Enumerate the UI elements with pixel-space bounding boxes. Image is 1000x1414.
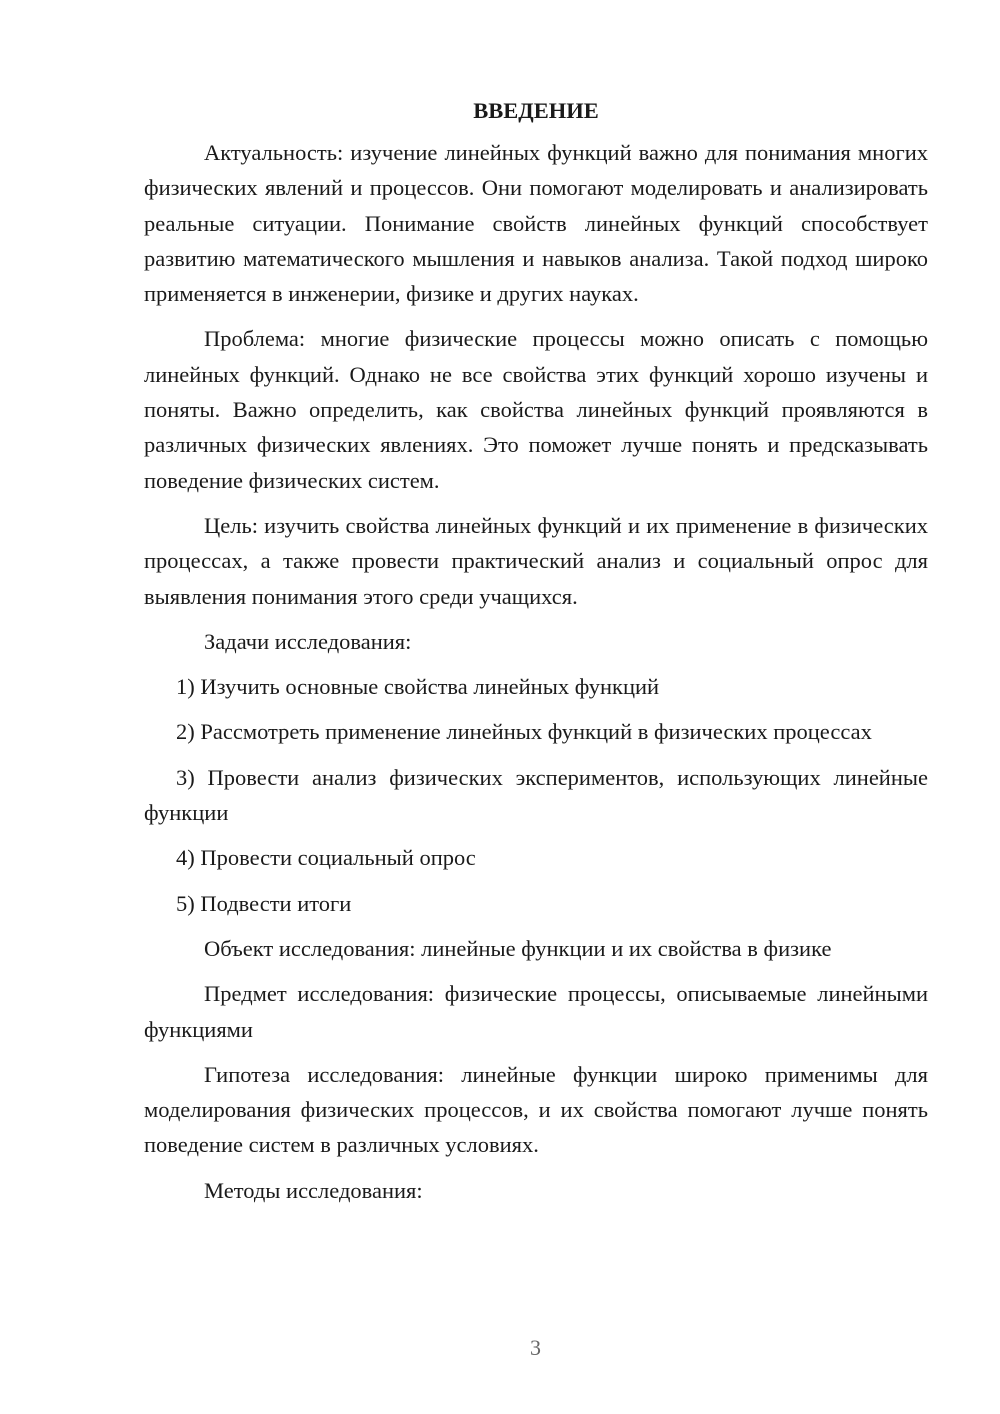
task-item-5: 5) Подвести итоги [176, 890, 352, 916]
page-number: 3 [530, 1335, 541, 1360]
task-item-1: 1) Изучить основные свойства линейных функций [176, 674, 660, 700]
paragraph-relevance: Актуальность: изучение линейных функций важно для понимания многих физических явлений и процессов. Они помогают моделировать и анализировать реальные ситуации. Понимание свойств линейных функций способствует развитию математического мышления и навыков анализа. Такой подход широко применяется в инженерии, физике и других науках. [144, 140, 928, 307]
paragraph-object: Объект исследования: линейные функции и их свойства в физике [204, 935, 832, 961]
task-item-3: 3) Провести анализ физических экспериментов, использующих линейные функции [144, 764, 928, 826]
paragraph-methods: Методы исследования: [204, 1177, 423, 1203]
paragraph-subject: Предмет исследования: физические процессы, описываемые линейными функциями [144, 981, 928, 1042]
paragraph-goal: Цель: изучить свойства линейных функций и их применение в физических процессах, а также провести практический анализ и социальный опрос для выявления понимания этого среди учащихся. [144, 512, 928, 609]
paragraph-hypothesis: Гипотеза исследования: линейные функции широко применимы для моделирования физических процессов, и их свойства помогают лучше понять поведение систем в различных условиях. [144, 1061, 928, 1158]
task-item-2: 2) Рассмотреть применение линейных функций в физических процессах [176, 719, 872, 745]
paragraph-problem: Проблема: многие физические процессы можно описать с помощью линейных функций. Однако не все свойства этих функций хорошо изучены и поняты. Важно определить, как свойства линейных функций проявляются в различных физических явлениях. Это поможет лучше понять и предсказывать поведение физических систем. [144, 326, 928, 493]
section-title: ВВЕДЕНИЕ [473, 98, 599, 123]
paragraph-tasks-heading: Задачи исследования: [204, 628, 412, 654]
task-item-4: 4) Провести социальный опрос [176, 845, 476, 871]
page-content [144, 96, 928, 1218]
